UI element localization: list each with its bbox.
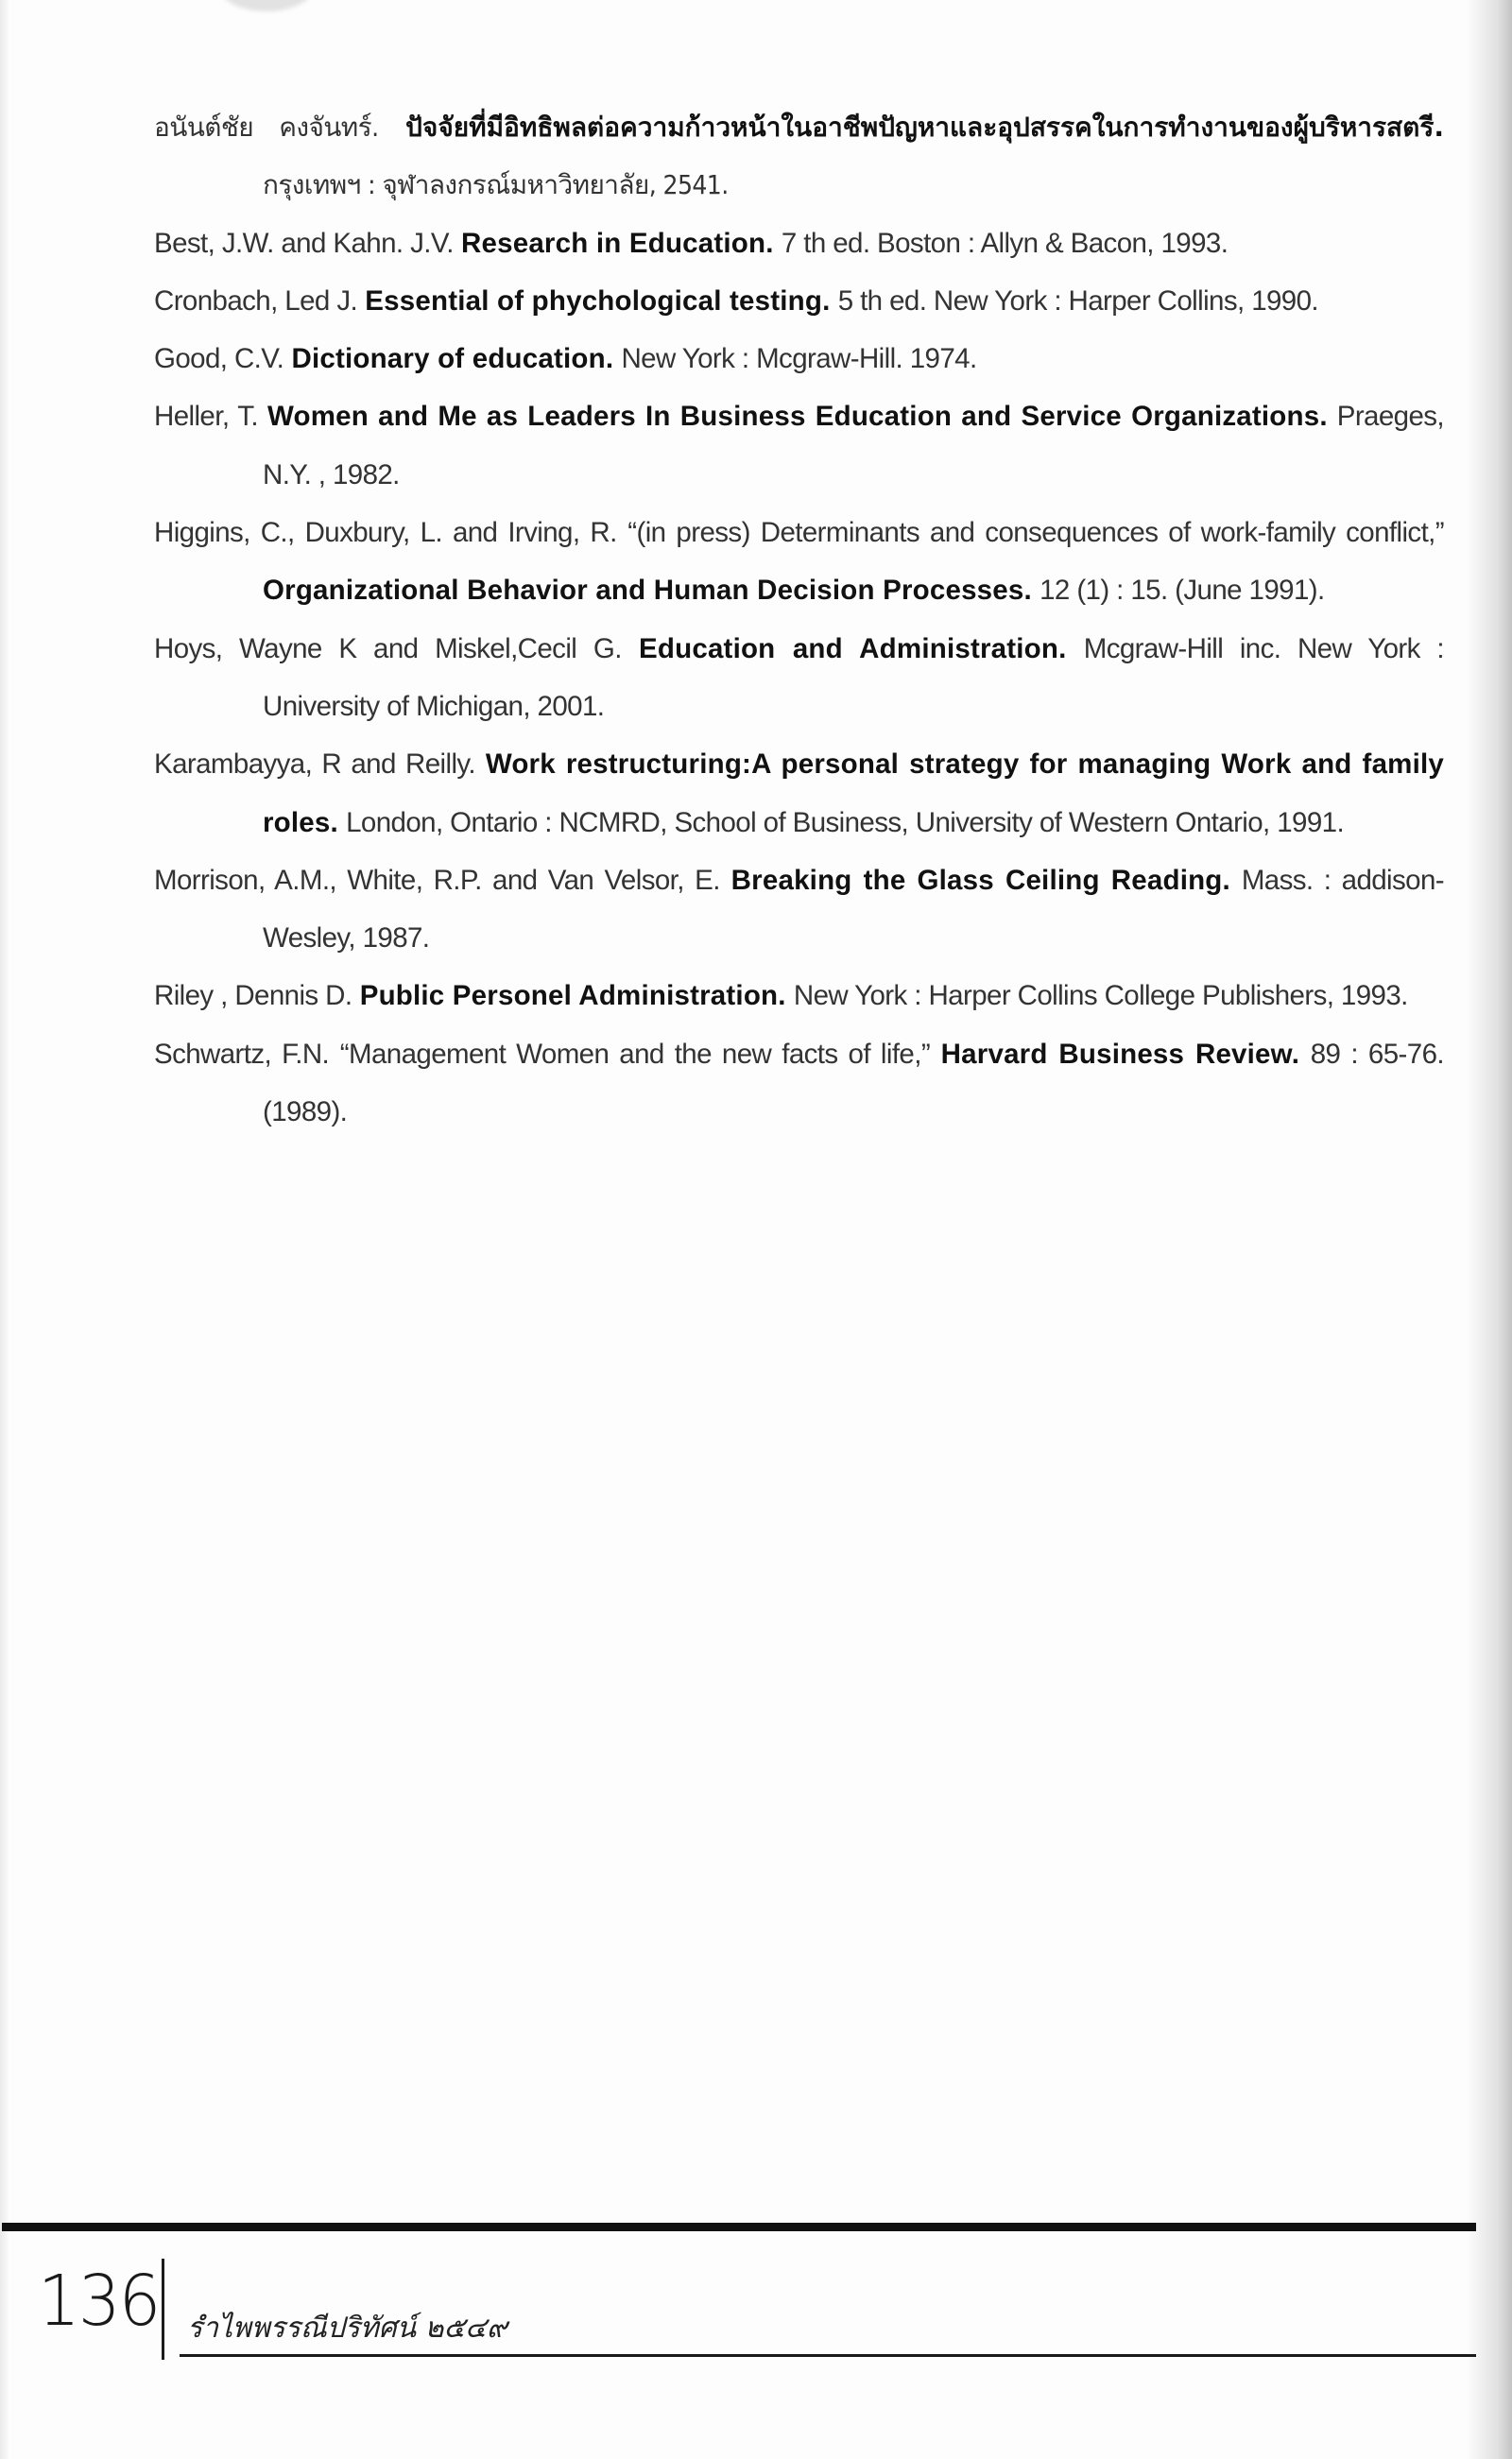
reference-publication: 5 th ed. New York : Harper Collins, 1990.	[837, 284, 1319, 317]
reference-entry	[154, 735, 1444, 851]
journal-title: รำไพพรรณีปริทัศน์ ๒๕๔๙	[187, 2312, 507, 2345]
reference-publication: Mass. : addison-Wesley, 1987.	[263, 864, 1444, 954]
reference-entry	[154, 98, 1444, 215]
reference-author: Karambayya, R and Reilly.	[154, 748, 475, 781]
reference-entry	[154, 330, 1444, 387]
scan-edge-shadow	[1467, 0, 1512, 2459]
reference-title: Dictionary of education.	[291, 343, 614, 375]
reference-author: Morrison, A.M., White, R.P. and Van Velsor, E.	[154, 864, 720, 896]
reference-author: Schwartz, F.N.	[154, 1038, 330, 1070]
reference-title: Research in Education.	[461, 227, 774, 259]
reference-author: Hoys, Wayne K and Miskel,Cecil G.	[154, 632, 622, 664]
reference-entry	[154, 272, 1444, 330]
page-number: 136	[38, 2261, 160, 2342]
reference-entry	[154, 387, 1444, 504]
footer-rule	[2, 2223, 1476, 2231]
reference-title: Education and Administration.	[639, 632, 1067, 664]
footer-underline	[180, 2354, 1476, 2357]
reference-publication: กรุงเทพฯ : จุฬาลงกรณ์มหาวิทยาลัย, 2541.	[263, 169, 729, 201]
scan-artifact	[219, 0, 314, 11]
reference-title: Essential of phychological testing.	[365, 284, 831, 317]
reference-author: Best, J.W. and Kahn. J.V.	[154, 227, 454, 259]
footer-divider	[162, 2259, 164, 2360]
reference-author: อนันต์ชัย คงจันทร์.	[154, 112, 379, 143]
reference-author: Higgins, C., Duxbury, L. and Irving, R.	[154, 517, 617, 549]
reference-publication: London, Ontario : NCMRD, School of Business, University of Western Ontario, 1991.	[346, 806, 1345, 838]
reference-entry	[154, 1025, 1444, 1142]
reference-title: Women and Me as Leaders In Business Education and Service Organizations.	[267, 401, 1328, 433]
reference-author: Cronbach, Led J.	[154, 284, 358, 317]
reference-entry	[154, 504, 1444, 620]
reference-publication: Praeges, N.Y. , 1982.	[263, 401, 1445, 490]
reference-entry	[154, 215, 1444, 272]
reference-publication: New York : Mcgraw-Hill. 1974.	[621, 343, 977, 375]
reference-article-title: “(in press) Determinants and consequences of work-family conflict,”	[627, 517, 1444, 549]
reference-article-title: “Management Women and the new facts of life,”	[339, 1038, 931, 1070]
reference-title: Organizational Behavior and Human Decision Processes.	[263, 575, 1032, 607]
reference-author: Riley , Dennis D.	[154, 980, 352, 1012]
reference-publication: 7 th ed. Boston : Allyn & Bacon, 1993.	[781, 227, 1228, 259]
reference-author: Heller, T.	[154, 401, 259, 433]
reference-title: ปัจจัยที่มีอิทธิพลต่อความก้าวหน้าในอาชีพปัญหาและอุปสรรคในการทำงานของผู้บริหารสตรี.	[405, 112, 1444, 143]
bibliography	[154, 98, 1444, 1141]
reference-title: Work restructuring:A personal strategy for managing Work and family roles.	[263, 748, 1445, 838]
reference-publication: Mcgraw-Hill inc. New York : University of Michigan, 2001.	[263, 632, 1444, 722]
reference-publication: 12 (1) : 15. (June 1991).	[1040, 575, 1325, 607]
reference-author: Good, C.V.	[154, 343, 284, 375]
reference-title: Breaking the Glass Ceiling Reading.	[730, 864, 1230, 896]
reference-title: Public Personel Administration.	[359, 980, 786, 1012]
reference-title: Harvard Business Review.	[940, 1038, 1300, 1070]
reference-entry	[154, 620, 1444, 736]
reference-publication: New York : Harper Collins College Publishers, 1993.	[793, 980, 1408, 1012]
reference-publication: 89 : 65-76. (1989).	[263, 1038, 1444, 1128]
scan-left-shadow	[0, 0, 9, 2459]
reference-entry	[154, 967, 1444, 1024]
reference-entry	[154, 851, 1444, 968]
